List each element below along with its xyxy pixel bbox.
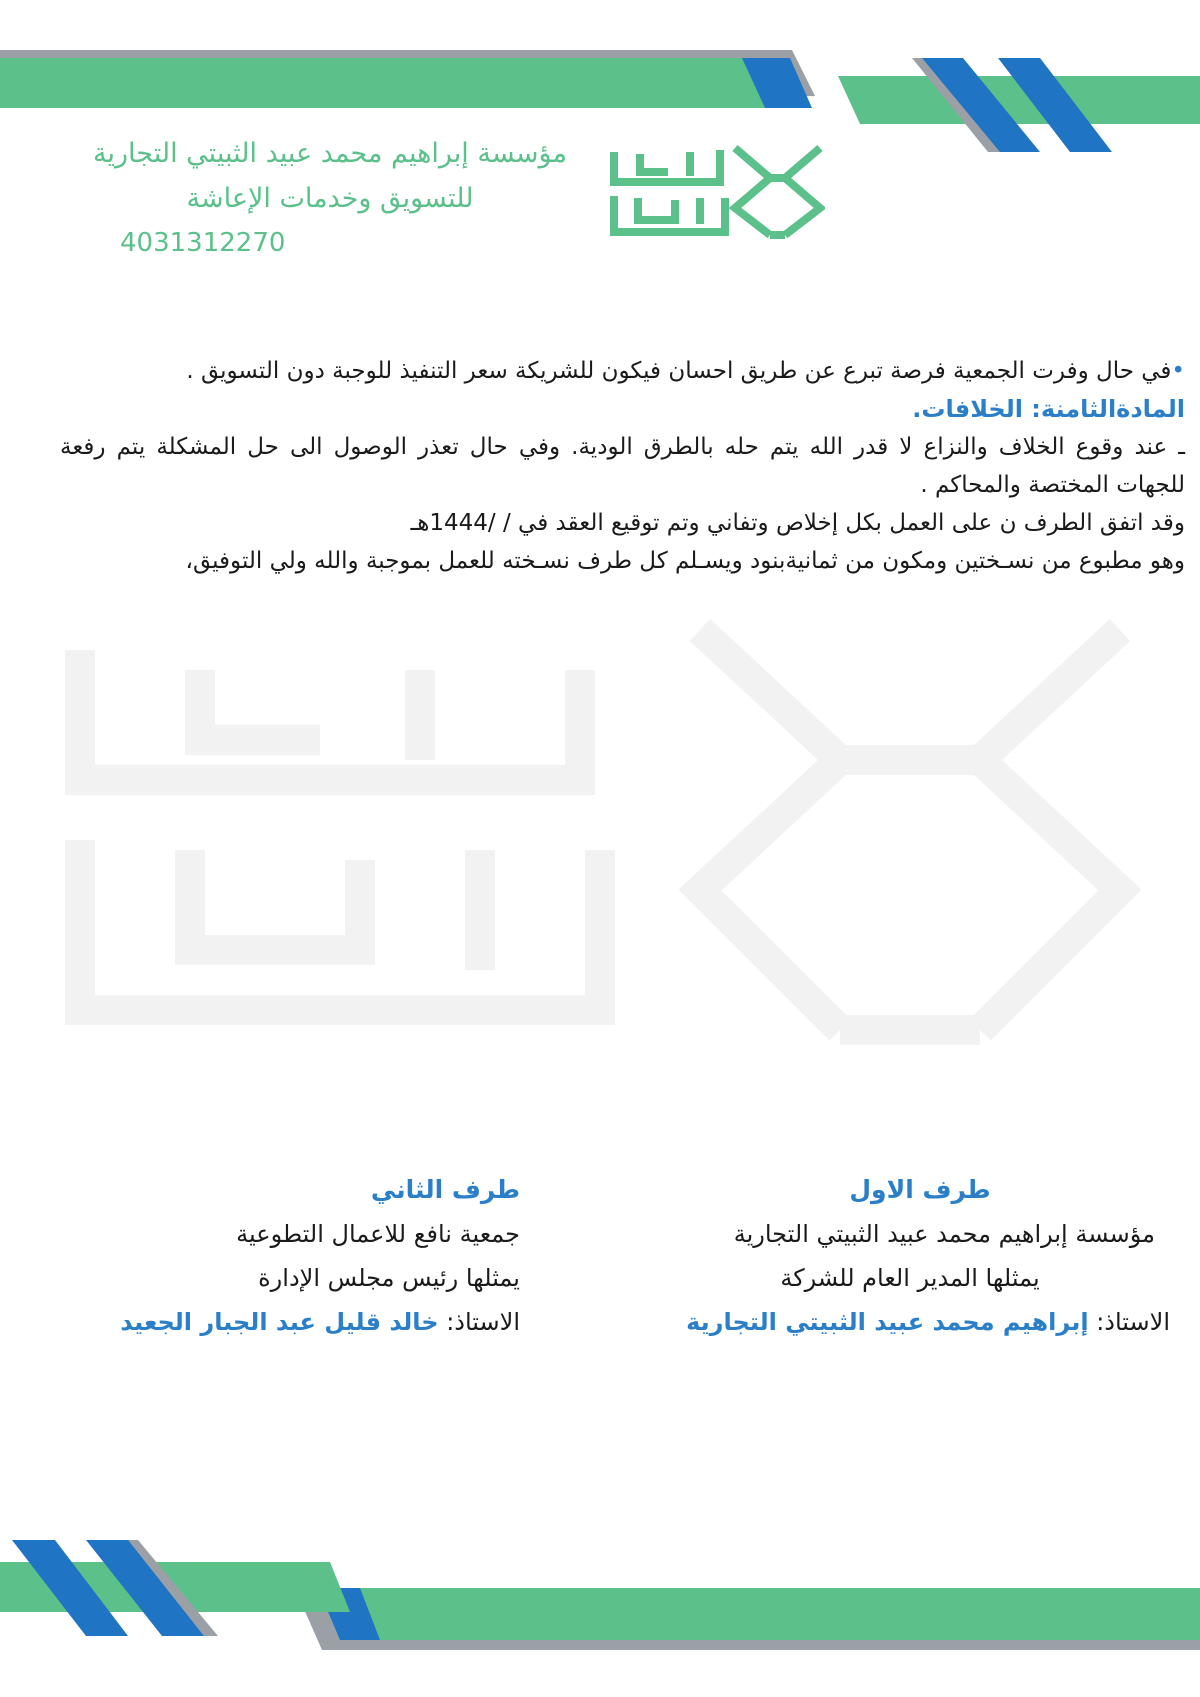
first-party-representative-role: يمثلها المدير العام للشركة — [780, 1264, 1040, 1292]
second-party-representative: الاستاذ: خالد قليل عبد الجبار الجعيد — [120, 1308, 520, 1336]
agreement-paragraph: وقد اتفق الطرف ن على العمل بكل إخلاص وتفاني وتم توقيع العقد في / /1444هـ — [410, 510, 1185, 536]
bullet-icon: • — [1171, 358, 1185, 384]
second-party-representative-name: خالد قليل عبد الجبار الجعيد — [120, 1308, 439, 1336]
contract-body — [60, 352, 1185, 580]
first-party-block — [610, 1168, 1170, 1344]
first-party-title: طرف الاول — [849, 1175, 991, 1204]
first-party-company: مؤسسة إبراهيم محمد عبيد الثبيتي التجارية — [733, 1220, 1155, 1248]
disputes-paragraph: ـ عند وقوع الخلاف والنزاع لا قدر الله يتم حله بالطرق الودية. وفي حال تعذر الوصول الى حل المشكلة يتم رفعة للجهات المختصة والمحاكم . — [60, 434, 1185, 498]
article-heading: المادةالثامنة: الخلافات. — [912, 395, 1185, 423]
logo-watermark — [60, 610, 1140, 1090]
second-party-representative-role: يمثلها رئيس مجلس الإدارة — [258, 1264, 520, 1292]
second-party-title: طرف الثاني — [370, 1175, 520, 1204]
first-party-representative-name: إبراهيم محمد عبيد الثبيتي التجارية — [686, 1308, 1089, 1336]
company-name: مؤسسة إبراهيم محمد عبيد الثبيتي التجارية — [93, 138, 567, 169]
copies-paragraph: وهو مطبوع من نسـختين ومكون من ثمانيةبنود ويسـلم كل طرف نسـخته للعمل بموجبة والله ولي التوفيق، — [185, 548, 1185, 574]
bullet-paragraph: •في حال وفرت الجمعية فرصة تبرع عن طريق احسان فيكون للشريكة سعر التنفيذ للوجبة دون التسويق . — [186, 358, 1185, 384]
first-party-representative: الاستاذ: إبراهيم محمد عبيد الثبيتي التجارية — [686, 1308, 1170, 1336]
second-party-block — [60, 1168, 520, 1344]
company-tagline: للتسويق وخدمات الإعاشة — [186, 183, 474, 214]
second-party-organization: جمعية نافع للاعمال التطوعية — [236, 1220, 520, 1248]
company-phone: 4031312270 — [120, 228, 286, 258]
company-logo-icon — [610, 140, 825, 240]
